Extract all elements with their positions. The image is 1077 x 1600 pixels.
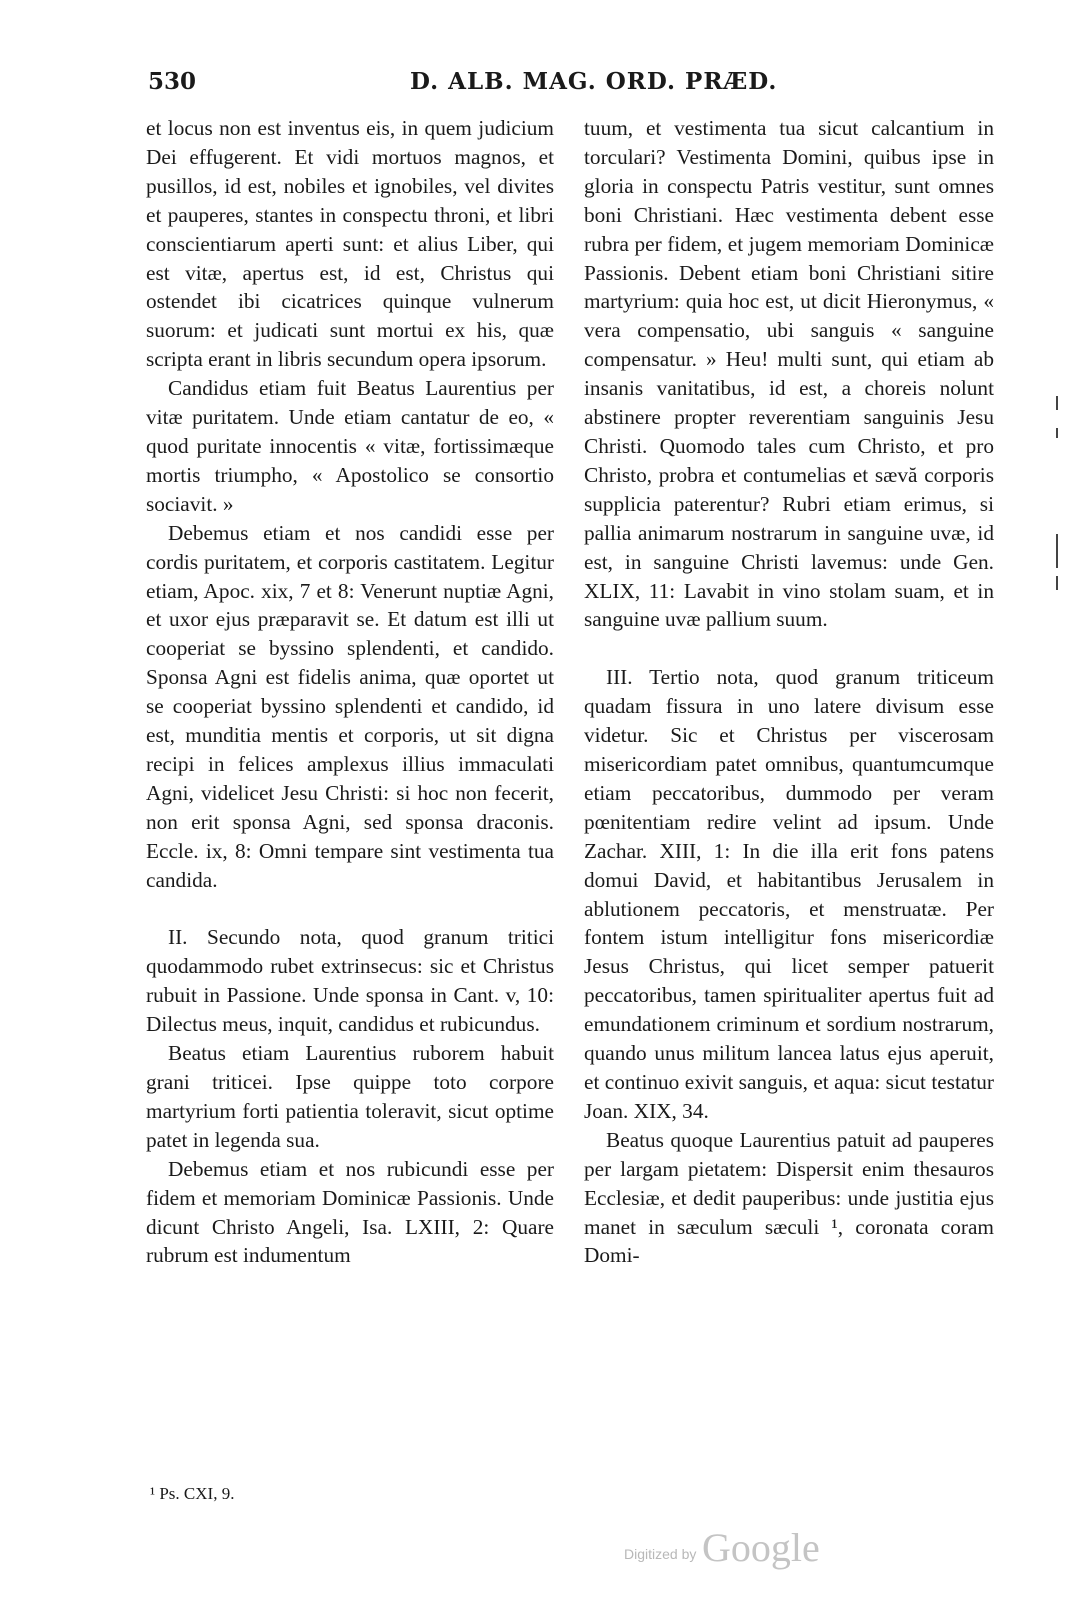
paragraph: Beatus quoque Laurentius patuit ad pauperes per largam pietatem: Dispersit enim thesauros Ecclesiæ, et dedit pauperibus: unde justitia ejus manet in sæculum sæculi ¹, coronata coram Domi- [584, 1127, 994, 1268]
watermark-small-text: Digitized by [624, 1546, 697, 1562]
margin-mark [1056, 396, 1058, 410]
paragraph: Beatus etiam Laurentius ruborem habuit grani triticei. Ipse quippe toto corpore martyrium forti patientia toleravit, sicut optime patet in legenda sua. [146, 1041, 554, 1152]
paragraph: tuum, et vestimenta tua sicut calcantium in torculari? Vestimenta Domini, quibus ipse in gloria in conspectu Patris vestitur, sunt omnes boni Christiani. Hæc vestimenta debent esse rubra per fidem, et jugem memoriam Dominicæ Passionis. Debent etiam boni Christiani sitire martyrium: quia hoc est, ut dicit Hieronymus, « vera compensatio, ubi sanguis « sanguine compensatur. » Heu! multi sunt, qui etiam ab insanis vanitatibus, id est, a choreis nolunt abstinere propter reverentiam sanguinis Jesu Christi. Quomodo tales cum Christo, et pro Christo, probra et contumelias et sævă corporis supplicia paterentur? Rubri etiam erimus, si pallia animarum nostrarum in sanguine uvæ, id est, in sanguine Christi lavemus: unde Gen. XLIX, 11: Lavabit in vino stolam suam, et in sanguine uvæ pallium suum. [584, 116, 994, 632]
google-logo: Google [702, 1525, 820, 1570]
section-three-paragraph: III. Tertio nota, quod granum triticeum quadam fissura in uno latere divisum esse videtur. Sic et Christus per viscerosam misericordiam patet omnibus, quantumcumque etiam peccatoribus, dummodo per veram pœnitentiam redire velint ad ipsum. Unde Zachar. XIII, 1: In die illa erit fons patens domui David, et habitantibus Jerusalem in ablutionem peccatoris, et menstruatæ. Per fontem istum intelligitur fons misericordiæ Jesus Christus, qui licet semper patuerit peccatoribus, tamen spiritualiter apertus fuit ad emundationem criminum et sordium nostrarum, quando unus militum lancea latus ejus aperuit, et continuo exivit sanguis, et aqua: sicut testatur Joan. XIX, 34. [584, 665, 994, 1123]
paragraph: et locus non est inventus eis, in quem judicium Dei effugerent. Et vidi mortuos magnos, et pusillos, id est, nobiles et ignobiles, vel divites et pauperes, stantes in conspectu throni, et libri conscientiarum aperti sunt: et alius Liber, qui est vitæ, apertus est, id est, Christus qui ostendet ibi cicatrices quinque vulnerum suorum: et judicati sunt mortui ex his, quæ scripta erant in libris secundum opera ipsorum. [146, 116, 554, 372]
running-head: D. ALB. MAG. ORD. PRÆD. [410, 68, 778, 95]
paragraph: Candidus etiam fuit Beatus Laurentius per vitæ puritatem. Unde etiam cantatur de eo, « quod puritate innocentis « vitæ, fortissimæque mortis triumpho, « Apostolico se consortio sociavit. » [146, 376, 554, 516]
margin-mark [1056, 428, 1058, 438]
margin-mark [1056, 534, 1058, 568]
paragraph: Debemus etiam et nos candidi esse per cordis puritatem, et corporis castitatem. Legitur etiam, Apoc. xix, 7 et 8: Venerunt nuptiæ Agni, et uxor ejus præparavit se. Et datum est illi ut cooperiat se byssino splendenti, et candido. Sponsa Agni est fidelis anima, quæ oportet ut se cooperiat byssino splendenti et candido, id est, munditia mentis et corporis, ut sit digna recipi in felices amplexus illius immaculati Agni, videlicet Jesu Christi: si hoc non fecerit, non erit sponsa Agni, sed sponsa draconis. Eccle. ix, 8: Omni tempare sint vestimenta tua candida. [146, 520, 554, 892]
paragraph: Debemus etiam et nos rubicundi esse per fidem et memoriam Dominicæ Passionis. Unde dicunt Christo Angeli, Isa. LXIII, 2: Quare rubrum est indumentum [146, 1156, 554, 1268]
margin-mark [1056, 576, 1058, 590]
left-column [146, 114, 554, 1270]
right-column [584, 114, 994, 1270]
section-two-paragraph: II. Secundo nota, quod granum tritici quodammodo rubet extrinsecus: sic et Christus rubuit in Passione. Unde sponsa in Cant. v, 10: Dilectus meus, inquit, candidus et rubicundus. [146, 925, 554, 1037]
footnote: ¹ Ps. CXI, 9. [150, 1484, 235, 1503]
page-number: 530 [148, 68, 197, 95]
page-header [148, 68, 978, 102]
